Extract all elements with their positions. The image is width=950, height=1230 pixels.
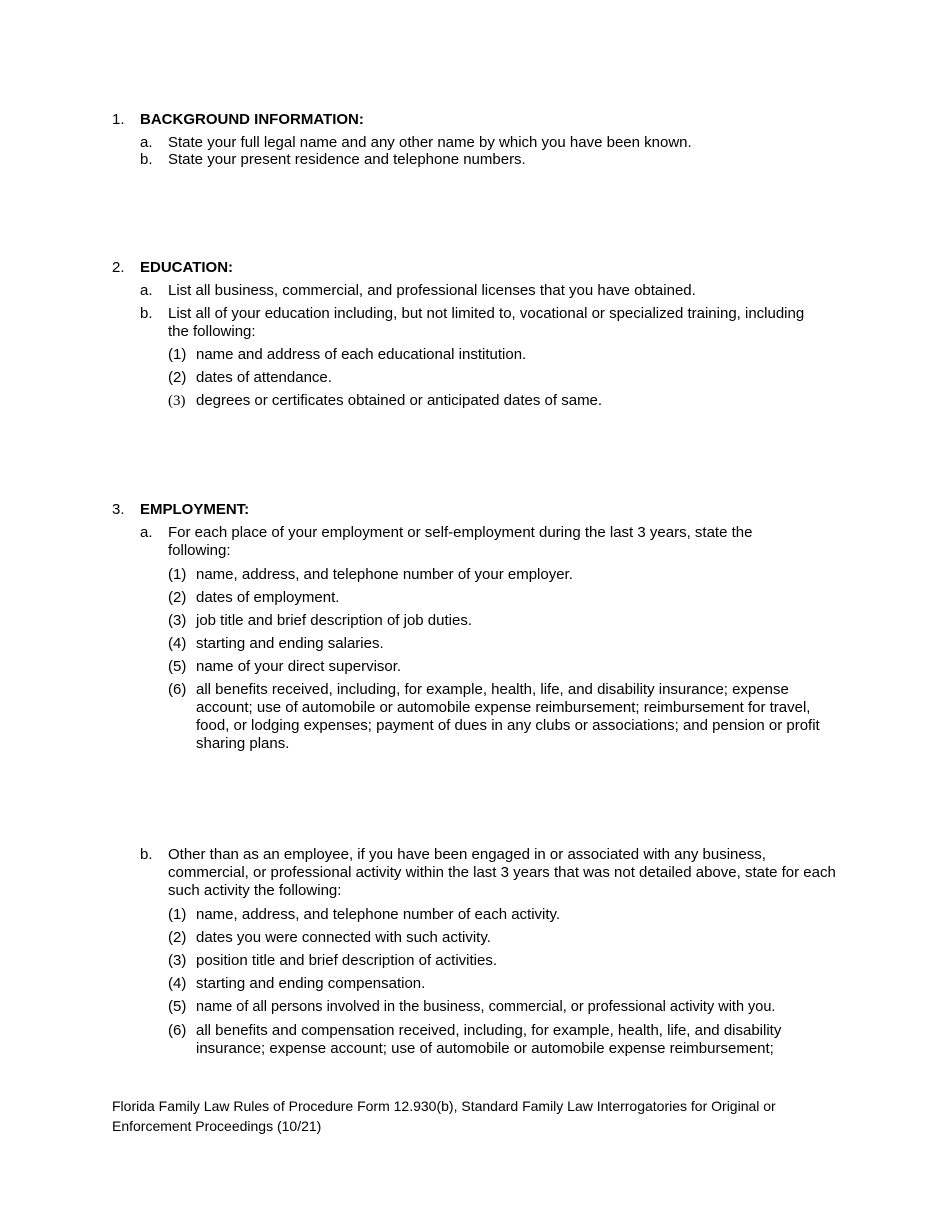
section-3-item-b-text: Other than as an employee, if you have been engaged in or associated with any business, commercial, or professional activity within the last 3 years that was not detailed above, state for each such activity the following: [168,846,836,899]
section-3b-sub-1-marker: (1) [168,906,187,923]
section-2-item-a-text: List all business, commercial, and professional licenses that you have obtained. [168,282,696,299]
section-2-sub-3-text: degrees or certificates obtained or anticipated dates of same. [196,392,603,409]
section-3a-sub-6-marker: (6) [168,681,187,698]
section-2-sub-1-marker: (1) [168,346,187,363]
section-2-sub-2-text: dates of attendance. [196,369,332,386]
section-2-item-b-marker: b. [140,305,153,322]
section-2-sub-3-marker: (3) [168,393,186,409]
section-3a-sub-3-marker: (3) [168,612,187,629]
section-3b-sub-3-text: position title and brief description of activities. [196,952,497,969]
section-1-item-a-marker: a. [140,134,153,151]
section-3a-sub-3-text: job title and brief description of job duties. [196,612,472,629]
section-2-item-a-marker: a. [140,282,153,299]
section-2-sub-2-marker: (2) [168,369,187,386]
section-3-item-a-text: For each place of your employment or self-employment during the last 3 years, state the following: [168,524,753,559]
section-3a-sub-6-text: all benefits received, including, for example, health, life, and disability insurance; expense account; use of automobile or automobile expense reimbursement; reimbursement for travel, food, or lodging expenses; payment of dues in any clubs or associations; and pension or profit sharing plans. [196,681,820,752]
section-3a-sub-4-text: starting and ending salaries. [196,635,384,652]
section-3b-sub-4-marker: (4) [168,975,187,992]
section-3b-sub-3-marker: (3) [168,952,187,969]
section-3b-sub-4-text: starting and ending compensation. [196,975,426,992]
section-3a-sub-5-marker: (5) [168,658,187,675]
section-2-item-b-text: List all of your education including, but not limited to, vocational or specialized training, including the following: [168,305,805,340]
section-3a-sub-2-marker: (2) [168,589,187,606]
section-3b-sub-1-text: name, address, and telephone number of each activity. [196,906,561,923]
section-3a-sub-1-marker: (1) [168,566,187,583]
section-3b-sub-2-text: dates you were connected with such activity. [196,929,491,946]
section-3b-sub-5-marker: (5) [168,998,187,1015]
section-2-number: 2. [112,259,125,276]
section-1-number: 1. [112,111,125,128]
section-2-heading: EDUCATION: [140,259,234,276]
section-1-heading: BACKGROUND INFORMATION: [140,111,364,128]
section-2-sub-1-text: name and address of each educational institution. [196,346,527,363]
section-3-heading: EMPLOYMENT: [140,501,250,518]
section-3b-sub-5-text: name of all persons involved in the business, commercial, or professional activity with you. [196,999,776,1015]
section-1-item-b-text: State your present residence and telephone numbers. [168,151,526,168]
section-3a-sub-1-text: name, address, and telephone number of your employer. [196,566,573,583]
section-3a-sub-4-marker: (4) [168,635,187,652]
section-3-number: 3. [112,501,125,518]
section-3-item-b-marker: b. [140,846,153,863]
page-footer: Florida Family Law Rules of Procedure Form 12.930(b), Standard Family Law Interrogatories for Original or Enforcement Proceedings (10/21) [112,1098,776,1134]
section-3b-sub-6-marker: (6) [168,1022,187,1039]
section-3a-sub-5-text: name of your direct supervisor. [196,658,402,675]
section-1-item-a-text: State your full legal name and any other name by which you have been known. [168,134,692,151]
section-3b-sub-2-marker: (2) [168,929,187,946]
section-3-item-a-marker: a. [140,524,153,541]
section-3a-sub-2-text: dates of employment. [196,589,340,606]
section-1-item-b-marker: b. [140,151,153,168]
section-3b-sub-6-text: all benefits and compensation received, including, for example, health, life, and disability insurance; expense account; use of automobile or automobile expense reimbursement; [196,1022,782,1057]
